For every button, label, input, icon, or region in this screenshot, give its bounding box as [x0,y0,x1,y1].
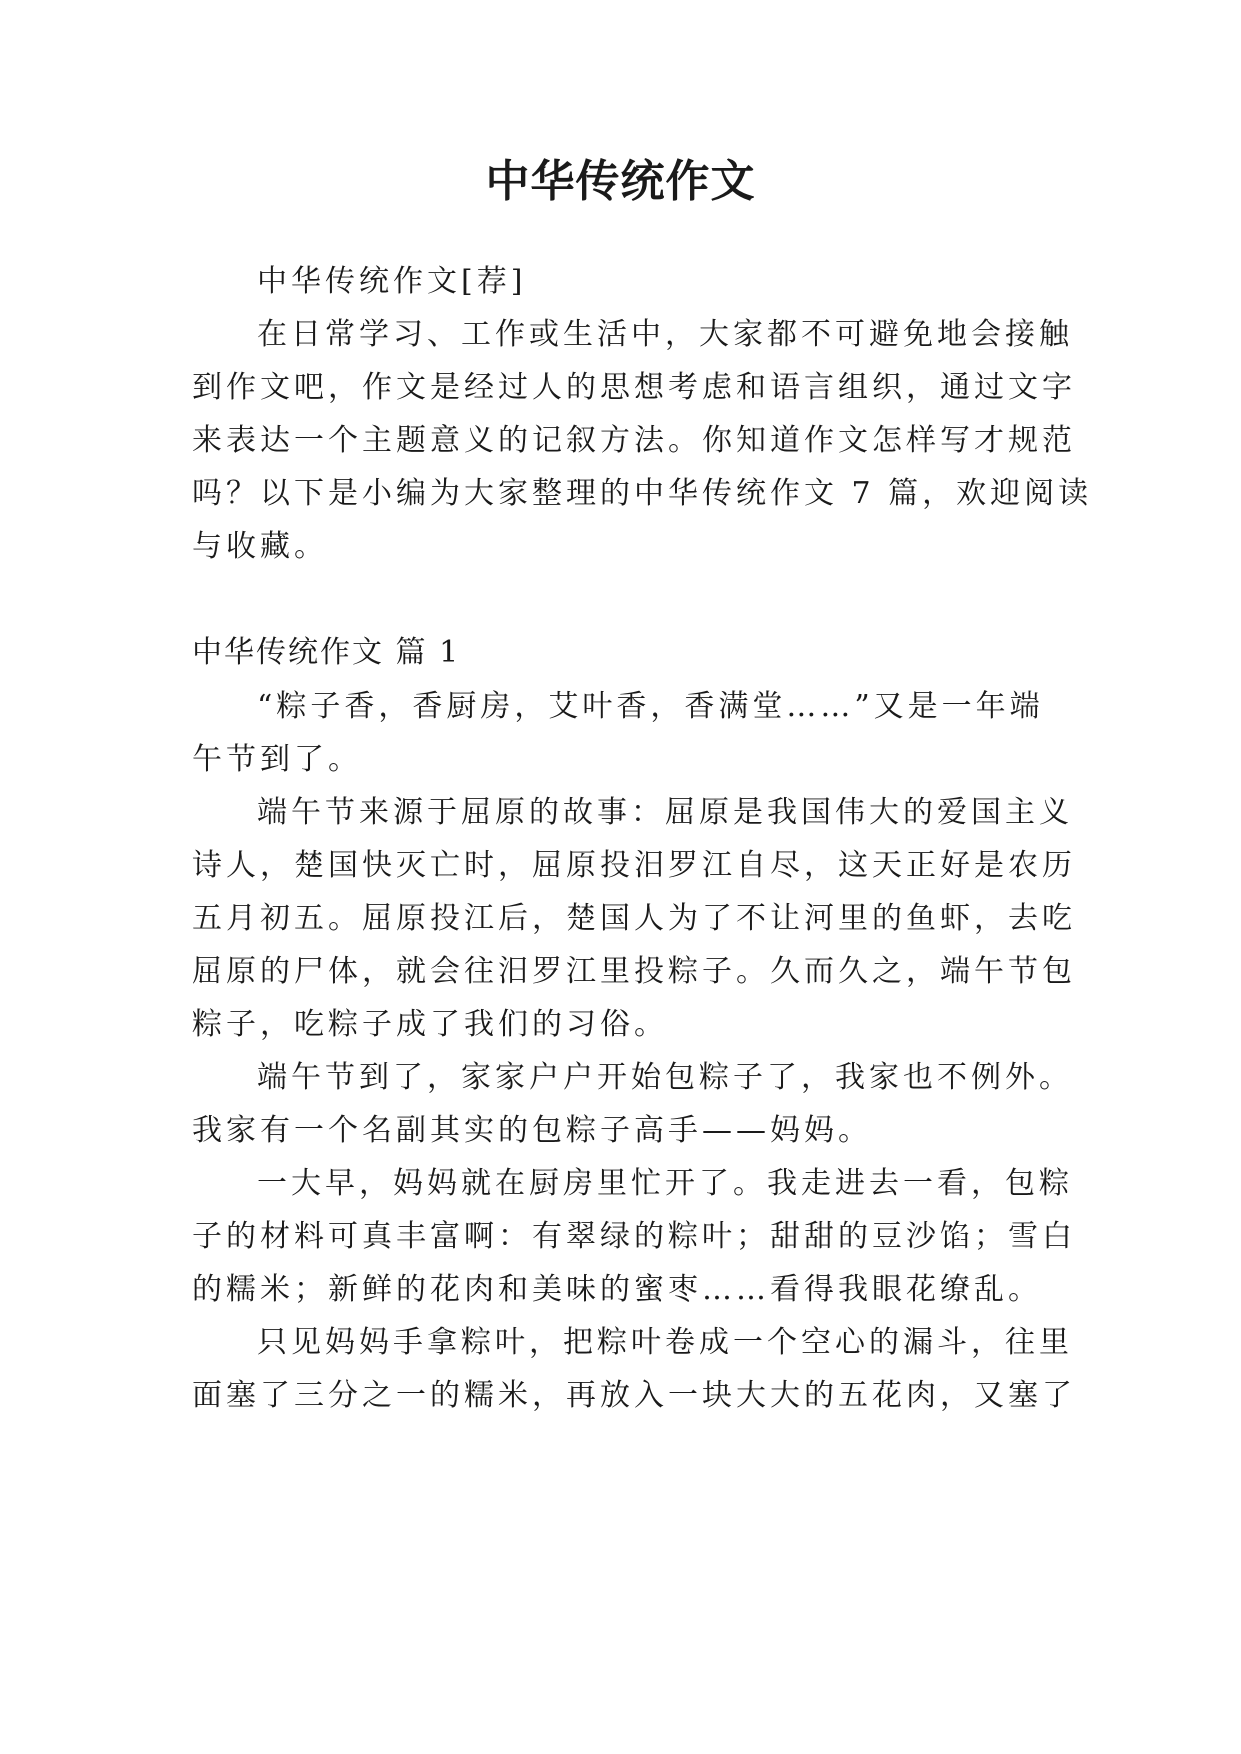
body-line: 子的材料可真丰富啊：有翠绿的粽叶；甜甜的豆沙馅；雪白 [192,1219,1076,1254]
body-line: 只见妈妈手拿粽叶，把粽叶卷成一个空心的漏斗，往里 [257,1325,1073,1360]
body-line: 粽子，吃粽子成了我们的习俗。 [192,1007,668,1042]
intro-line: 在日常学习、工作或生活中，大家都不可避免地会接触 [257,317,1073,352]
body-line: 诗人，楚国快灭亡时，屈原投汨罗江自尽，这天正好是农历 [192,848,1076,883]
body-line: 午节到了。 [192,742,362,777]
section-heading: 中华传统作文 篇 1 [192,635,461,670]
body-line: 的糯米；新鲜的花肉和美味的蜜枣……看得我眼花缭乱。 [192,1272,1042,1307]
intro-line: 吗？以下是小编为大家整理的中华传统作文 7 篇，欢迎阅读 [192,476,1093,511]
body-line: 面塞了三分之一的糯米，再放入一块大大的五花肉，又塞了 [192,1378,1076,1413]
body-line: 我家有一个名副其实的包粽子高手——妈妈。 [192,1113,872,1148]
page-title: 中华传统作文 [485,156,756,207]
intro-line: 来表达一个主题意义的记叙方法。你知道作文怎样写才规范 [192,423,1076,458]
intro-line: 与收藏。 [192,529,328,564]
body-line: 端午节到了，家家户户开始包粽子了，我家也不例外。 [257,1060,1073,1095]
intro-subtitle: 中华传统作文[荐] [257,264,527,299]
body-line: 屈原的尸体，就会往汨罗江里投粽子。久而久之，端午节包 [192,954,1076,989]
body-line: “粽子香，香厨房，艾叶香，香满堂……”又是一年端 [257,689,1044,724]
body-line: 端午节来源于屈原的故事：屈原是我国伟大的爱国主义 [257,795,1073,830]
intro-line: 到作文吧，作文是经过人的思想考虑和语言组织，通过文字 [192,370,1076,405]
body-line: 五月初五。屈原投江后，楚国人为了不让河里的鱼虾，去吃 [192,901,1076,936]
body-line: 一大早，妈妈就在厨房里忙开了。我走进去一看，包粽 [257,1166,1073,1201]
